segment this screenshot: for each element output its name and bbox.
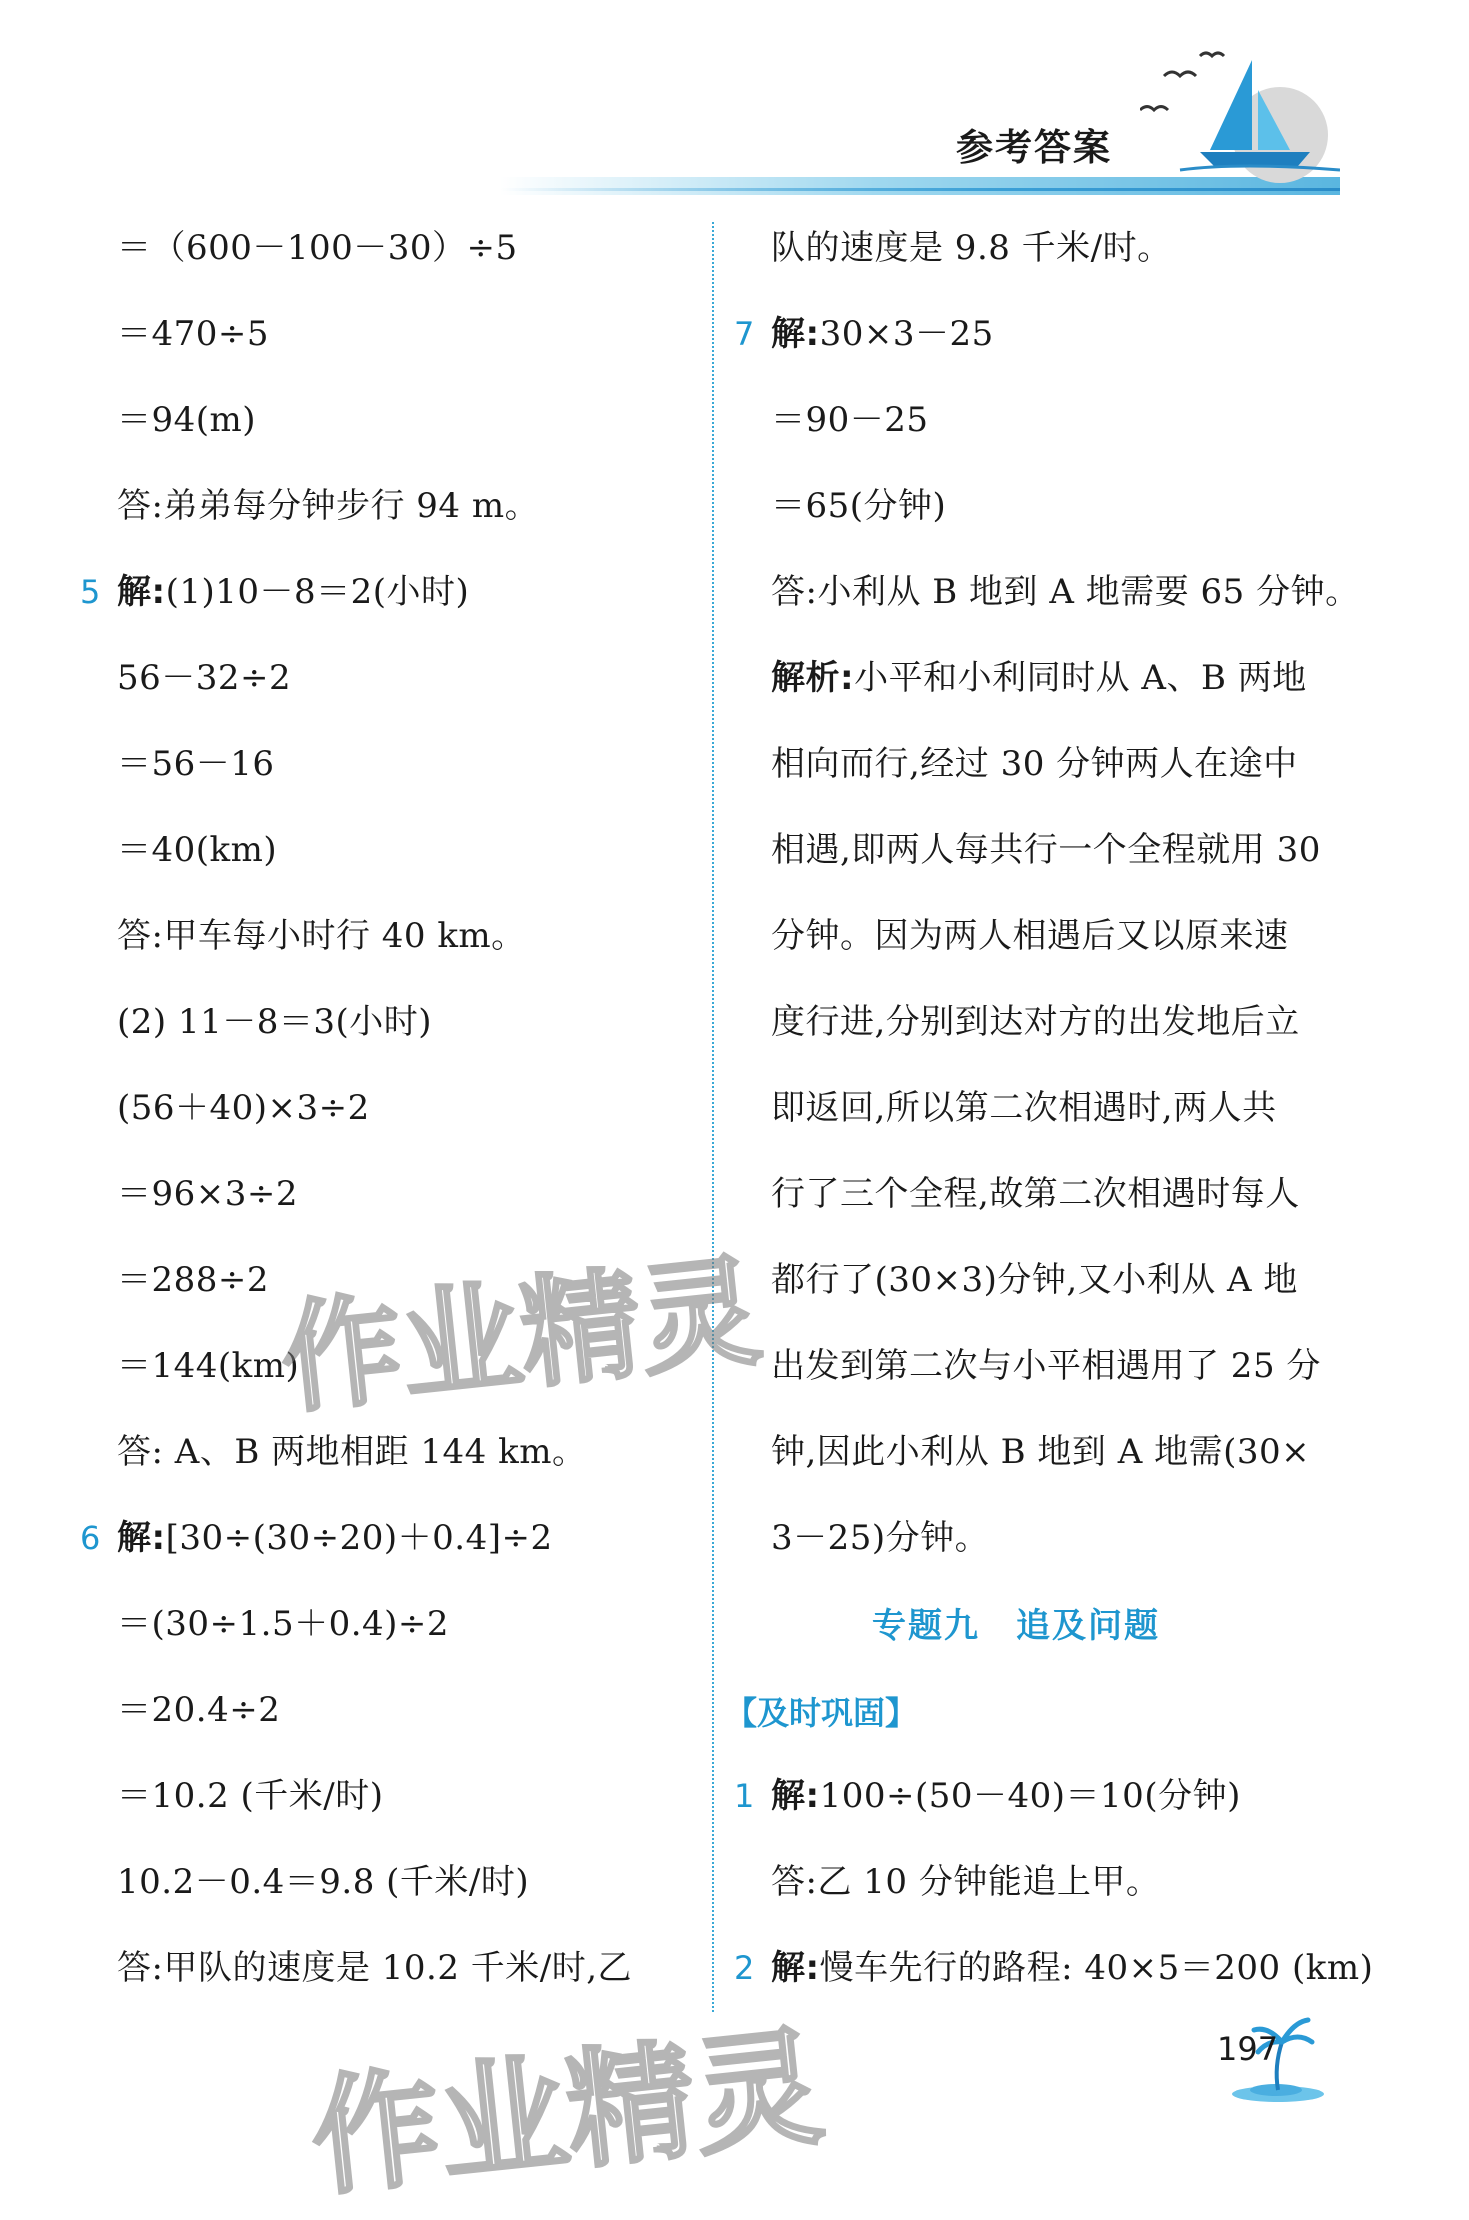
left-line-16-text: [30÷(30÷20)＋0.4]÷2 bbox=[165, 1518, 553, 1558]
question-number-6: 6 bbox=[80, 1519, 101, 1557]
right-line-8: 相遇,即两人每共行一个全程就用 30 bbox=[771, 830, 1321, 870]
right-line-4: ＝65(分钟) bbox=[771, 486, 947, 526]
left-line-4: 答:弟弟每分钟步行 94 m。 bbox=[117, 486, 540, 526]
solution-label: 解: bbox=[771, 1776, 820, 1816]
solution-label: 解: bbox=[117, 1518, 166, 1558]
left-line-5 bbox=[117, 569, 469, 615]
right-line-13: 都行了(30×3)分钟,又小利从 A 地 bbox=[771, 1260, 1298, 1300]
question-number-5: 5 bbox=[80, 573, 101, 611]
right-line-5: 答:小利从 B 地到 A 地需要 65 分钟。 bbox=[771, 572, 1360, 612]
right-line-2 bbox=[771, 311, 994, 357]
section-line-3 bbox=[771, 1945, 1373, 1991]
right-line-14: 出发到第二次与小平相遇用了 25 分 bbox=[771, 1346, 1321, 1386]
solution-label: 解: bbox=[771, 1948, 820, 1988]
solution-label: 解: bbox=[117, 572, 166, 612]
left-line-5-text: (1)10－8＝2(小时) bbox=[165, 572, 470, 612]
left-line-20: 10.2－0.4＝9.8 (千米/时) bbox=[117, 1862, 530, 1902]
question-number-1: 1 bbox=[734, 1777, 755, 1815]
section-line-3-text: 慢车先行的路程: 40×5＝200 (km) bbox=[819, 1948, 1374, 1988]
left-line-7: ＝56－16 bbox=[117, 744, 275, 784]
right-line-12: 行了三个全程,故第二次相遇时每人 bbox=[771, 1174, 1300, 1214]
left-line-12: ＝96×3÷2 bbox=[117, 1174, 299, 1214]
sailboat-sun-icon bbox=[1140, 40, 1340, 190]
left-line-15: 答: A、B 两地相距 144 km。 bbox=[117, 1432, 587, 1472]
right-line-11: 即返回,所以第二次相遇时,两人共 bbox=[771, 1088, 1277, 1128]
right-line-2-text: 30×3－25 bbox=[819, 314, 994, 354]
left-line-11: (56＋40)×3÷2 bbox=[117, 1088, 370, 1128]
left-line-19: ＝10.2 (千米/时) bbox=[117, 1776, 384, 1816]
right-line-3: ＝90－25 bbox=[771, 400, 929, 440]
section-line-1 bbox=[771, 1773, 1241, 1819]
right-line-15: 钟,因此小利从 B 地到 A 地需(30× bbox=[771, 1432, 1311, 1472]
solution-label: 解: bbox=[771, 314, 820, 354]
right-line-6-text: 小平和小利同时从 A、B 两地 bbox=[854, 658, 1307, 698]
left-line-18: ＝20.4÷2 bbox=[117, 1690, 281, 1730]
left-line-16 bbox=[117, 1515, 553, 1561]
left-line-14: ＝144(km) bbox=[117, 1346, 300, 1386]
section-subtitle: 【及时巩固】 bbox=[725, 1694, 918, 1732]
watermark-bottom: 作业精灵 bbox=[304, 2012, 830, 2215]
left-line-1: ＝（600－100－30）÷5 bbox=[117, 228, 518, 268]
section-line-2: 答:乙 10 分钟能追上甲。 bbox=[771, 1862, 1161, 1902]
left-line-8: ＝40(km) bbox=[117, 830, 278, 870]
section-title: 专题九 追及问题 bbox=[872, 1606, 1160, 1646]
header-title: 参考答案 bbox=[956, 126, 1112, 169]
question-number-7: 7 bbox=[734, 315, 755, 353]
question-number-2: 2 bbox=[734, 1949, 755, 1987]
left-line-17: ＝(30÷1.5＋0.4)÷2 bbox=[117, 1604, 450, 1644]
left-line-10: (2) 11－8＝3(小时) bbox=[117, 1002, 433, 1042]
right-line-1: 队的速度是 9.8 千米/时。 bbox=[771, 228, 1172, 268]
left-line-2: ＝470÷5 bbox=[117, 314, 270, 354]
section-line-1-text: 100÷(50－40)＝10(分钟) bbox=[819, 1776, 1241, 1816]
analysis-label: 解析: bbox=[771, 658, 855, 698]
right-line-7: 相向而行,经过 30 分钟两人在途中 bbox=[771, 744, 1298, 784]
right-line-16: 3－25)分钟。 bbox=[771, 1518, 990, 1558]
page-header bbox=[500, 40, 1340, 200]
left-line-13: ＝288÷2 bbox=[117, 1260, 270, 1300]
right-line-6 bbox=[771, 655, 1307, 701]
page-number: 197 bbox=[1217, 2030, 1279, 2068]
left-line-3: ＝94(m) bbox=[117, 400, 257, 440]
watermark-center: 作业精灵 bbox=[275, 1242, 768, 1431]
left-line-9: 答:甲车每小时行 40 km。 bbox=[117, 916, 526, 956]
left-line-6: 56－32÷2 bbox=[117, 658, 292, 698]
left-line-21: 答:甲队的速度是 10.2 千米/时,乙 bbox=[117, 1948, 633, 1988]
right-line-10: 度行进,分别到达对方的出发地后立 bbox=[771, 1002, 1300, 1042]
column-divider bbox=[712, 222, 714, 2012]
right-line-9: 分钟。因为两人相遇后又以原来速 bbox=[771, 916, 1289, 956]
